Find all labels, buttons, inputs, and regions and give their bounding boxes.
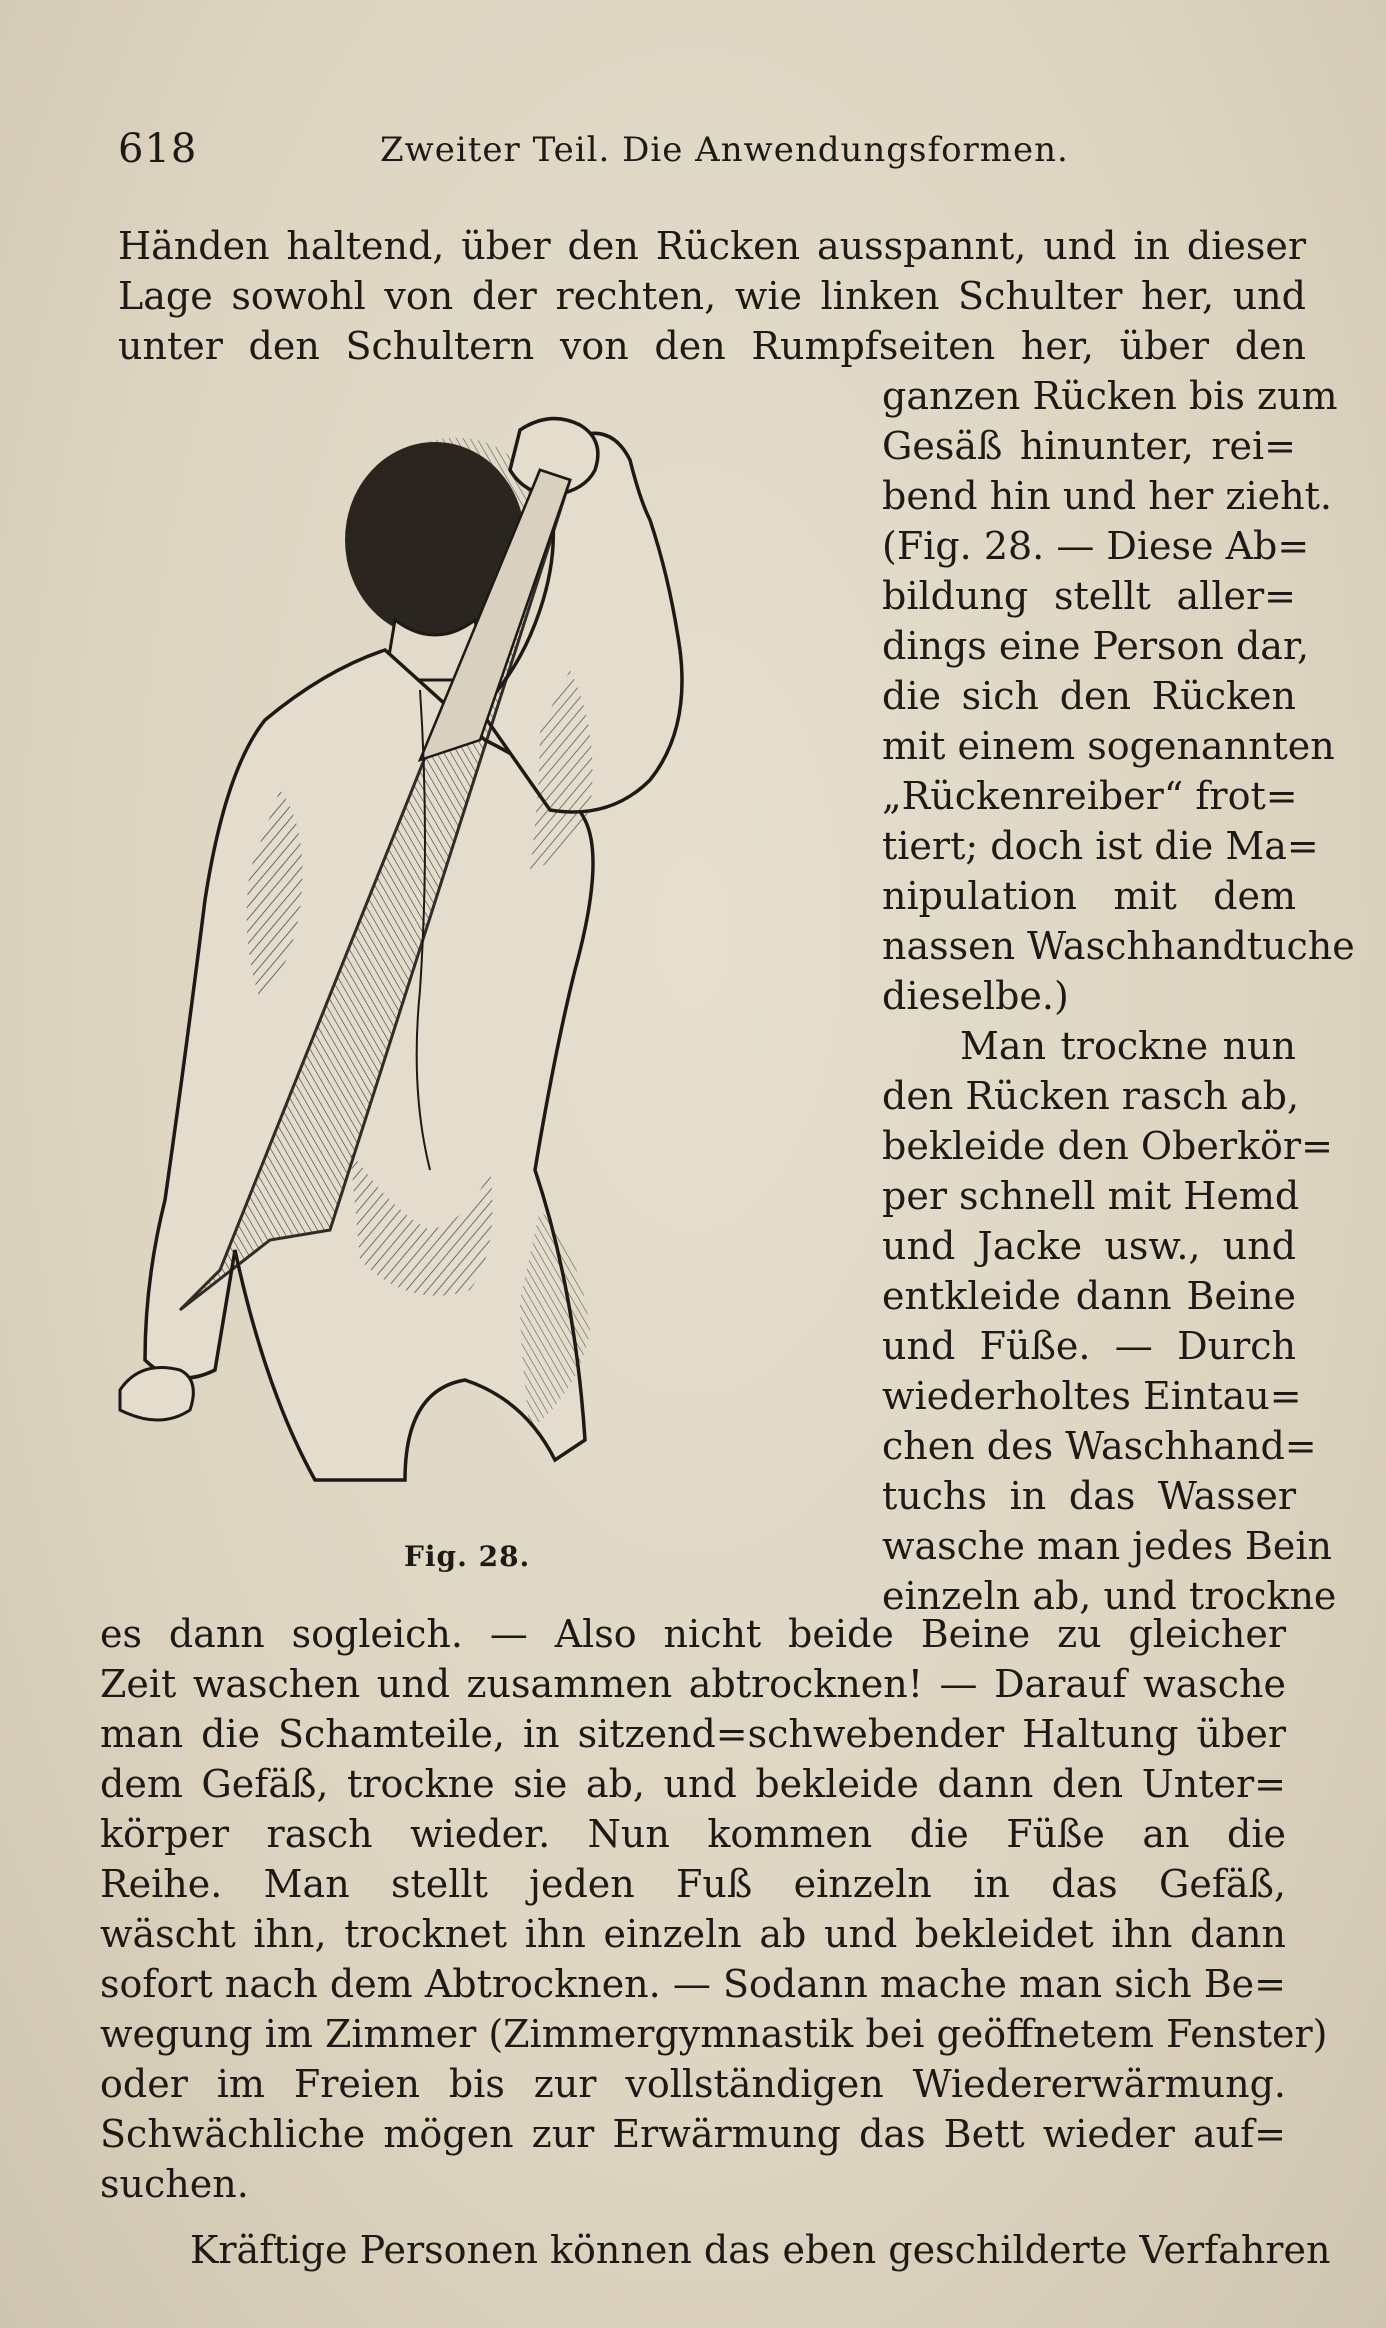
text-line: dieselbe.) [882, 974, 1069, 1018]
text-line: Händen haltend, über den Rücken ausspannt, und in dieser [118, 224, 1306, 268]
text-line: Kräftige Personen können das eben geschilderte Verfahren [190, 2228, 1331, 2272]
text-line: Zeit waschen und zusammen abtrocknen! — Darauf wasche [100, 1662, 1286, 1706]
text-line: bekleide den Oberkör= [882, 1124, 1333, 1168]
text-line: dem Gefäß, trockne sie ab, und bekleide dann den Unter= [100, 1762, 1286, 1806]
text-line: und Füße. — Durch [882, 1324, 1296, 1368]
text-line: oder im Freien bis zur vollständigen Wiedererwärmung. [100, 2062, 1286, 2106]
text-line: wasche man jedes Bein [882, 1524, 1332, 1568]
text-line: entkleide dann Beine [882, 1274, 1296, 1318]
text-line: tuchs in das Wasser [882, 1474, 1296, 1518]
text-line: es dann sogleich. — Also nicht beide Beine zu gleicher [100, 1612, 1286, 1656]
text-line: ganzen Rücken bis zum [882, 374, 1338, 418]
paragraph-start-line [190, 2226, 1331, 2274]
text-line: sofort nach dem Abtrocknen. — Sodann mache man sich Be= [100, 1962, 1286, 2006]
text-line: man die Schamteile, in sitzend=schwebender Haltung über [100, 1712, 1286, 1756]
text-line: dings eine Person dar, [882, 624, 1310, 668]
text-line: bend hin und her zieht. [882, 474, 1332, 518]
text-line: die sich den Rücken [882, 674, 1296, 718]
text-line: den Rücken rasch ab, [882, 1074, 1300, 1118]
text-line: wäscht ihn, trocknet ihn einzeln ab und bekleidet ihn dann [100, 1912, 1286, 1956]
text-line: mit einem sogenannten [882, 724, 1335, 768]
text-line: suchen. [100, 2162, 249, 2206]
text-line: „Rückenreiber“ frot= [882, 774, 1298, 818]
text-line: Schwächliche mögen zur Erwärmung das Bett wieder auf= [100, 2112, 1286, 2156]
text-line: wegung im Zimmer (Zimmergymnastik bei geöffnetem Fenster) [100, 2012, 1328, 2056]
text-line: per schnell mit Hemd [882, 1174, 1300, 1218]
text-line: (Fig. 28. — Diese Ab= [882, 524, 1310, 568]
text-line: Reihe. Man stellt jeden Fuß einzeln in das Gefäß, [100, 1862, 1286, 1906]
text-line: einzeln ab, und trockne [882, 1574, 1337, 1618]
back-rubbing-figure-drawing [100, 410, 740, 1550]
text-line: Lage sowohl von der rechten, wie linken Schulter her, und [118, 274, 1306, 318]
page-number: 618 [118, 126, 198, 172]
text-line: tiert; doch ist die Ma= [882, 824, 1319, 868]
text-line: chen des Waschhand= [882, 1424, 1317, 1468]
text-line: und Jacke usw., und [882, 1224, 1296, 1268]
text-line: Gesäß hinunter, rei= [882, 424, 1296, 468]
text-line: nassen Waschhandtuche [882, 924, 1355, 968]
text-line: unter den Schultern von den Rumpfseiten her, über den [118, 324, 1306, 368]
text-line: Man trockne nun [960, 1024, 1296, 1068]
page-header [118, 126, 1308, 186]
text-line: körper rasch wieder. Nun kommen die Füße an die [100, 1812, 1286, 1856]
text-line: bildung stellt aller= [882, 574, 1296, 618]
running-head: Zweiter Teil. Die Anwendungsformen. [380, 130, 1069, 170]
figure-illustration [100, 410, 740, 1550]
text-line: wiederholtes Eintau= [882, 1374, 1302, 1418]
text-line: nipulation mit dem [882, 874, 1296, 918]
figure-caption: Fig. 28. [404, 1540, 531, 1573]
